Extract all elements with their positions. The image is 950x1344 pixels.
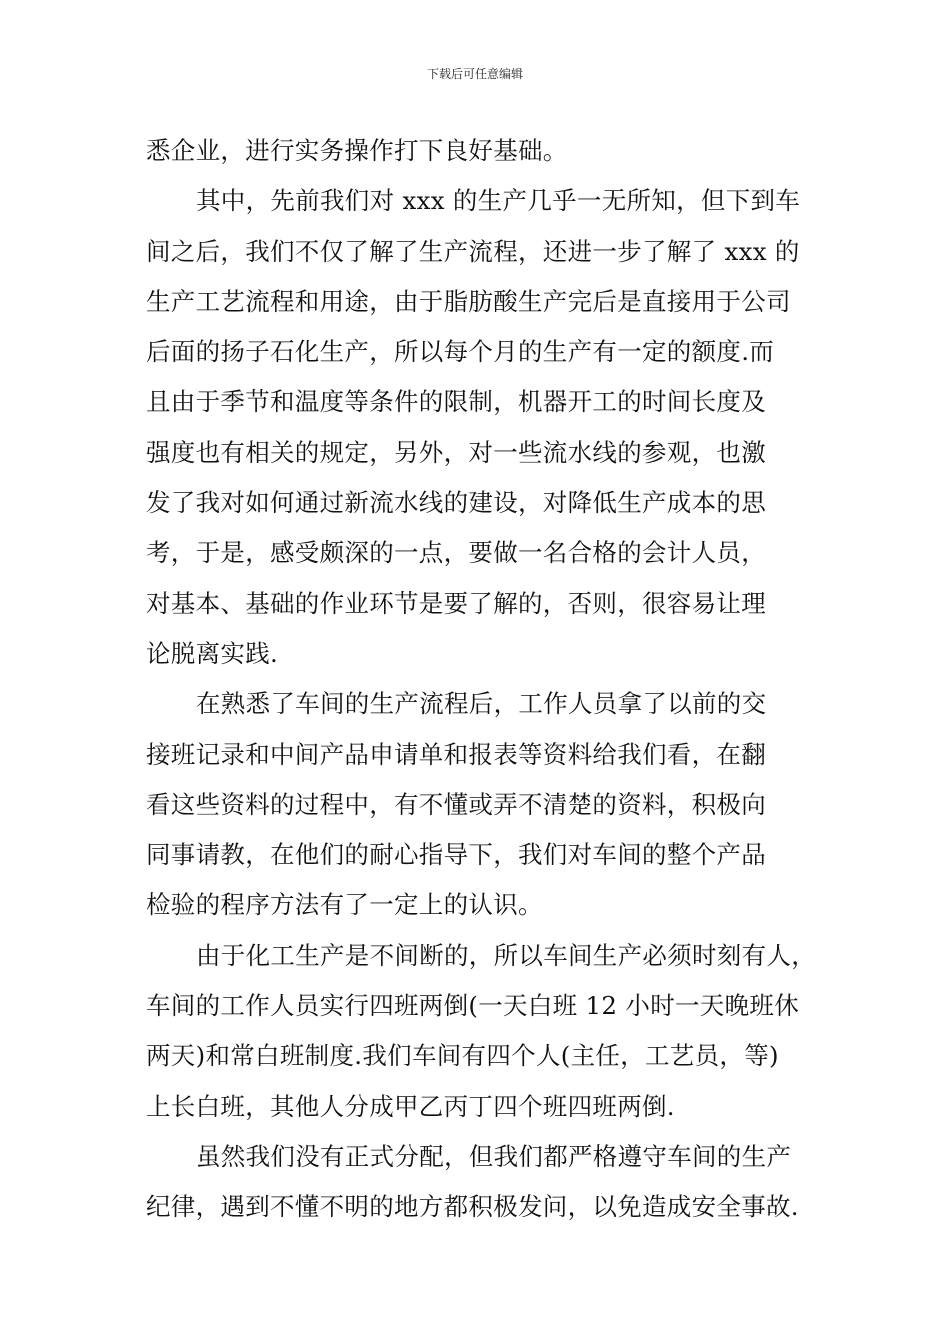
page-header: 下载后可任意编辑 [426,67,523,81]
text-line: 生产工艺流程和用途，由于脂肪酸生产完后是直接用于公司 [146,286,791,316]
text-line: 检验的程序方法有了一定上的认识。 [146,890,543,920]
text-line: 上长白班，其他人分成甲乙丙丁四个班四班两倒. [146,1091,675,1121]
paragraph-start-line: 虽然我们没有正式分配，但我们都严格遵守车间的生产 [196,1141,792,1171]
text-line: 纪律，遇到不懂不明的地方都积极发问，以免造成安全事故. [146,1192,799,1222]
paragraph-start-line: 由于化工生产是不间断的，所以车间生产必须时刻有人， [196,940,816,970]
text-line: 论脱离实践. [146,638,279,668]
text-line: 同事请教，在他们的耐心指导下，我们对车间的整个产品 [146,840,766,870]
text-line: 对基本、基础的作业环节是要了解的，否则，很容易让理 [146,588,766,618]
text-line: 考，于是，感受颇深的一点，要做一名合格的会计人员， [146,538,766,568]
text-line: 后面的扬子石化生产，所以每个月的生产有一定的额度.而 [146,337,775,367]
text-line: 强度也有相关的规定，另外，对一些流水线的参观，也激 [146,437,766,467]
document-body [146,126,816,1233]
paragraph-start-line: 在熟悉了车间的生产流程后，工作人员拿了以前的交 [196,689,767,719]
text-line: 且由于季节和温度等条件的限制，机器开工的时间长度及 [146,387,766,417]
text-line: 看这些资料的过程中，有不懂或弄不清楚的资料，积极向 [146,789,766,819]
text-line: 接班记录和中间产品申请单和报表等资料给我们看，在翻 [146,739,766,769]
text-line: 悉企业，进行实务操作打下良好基础。 [146,136,568,165]
text-line: 两天)和常白班制度.我们车间有四个人(主任，工艺员，等) [146,1041,779,1071]
paragraph-start-line: 其中，先前我们对 xxx 的生产几乎一无所知，但下到车 [196,186,801,216]
text-line: 车间的工作人员实行四班两倒(一天白班 12 小时一天晚班休 [146,991,800,1021]
text-line: 间之后，我们不仅了解了生产流程，还进一步了解了 xxx 的 [146,236,800,266]
text-line: 发了我对如何通过新流水线的建设，对降低生产成本的思 [146,488,766,518]
